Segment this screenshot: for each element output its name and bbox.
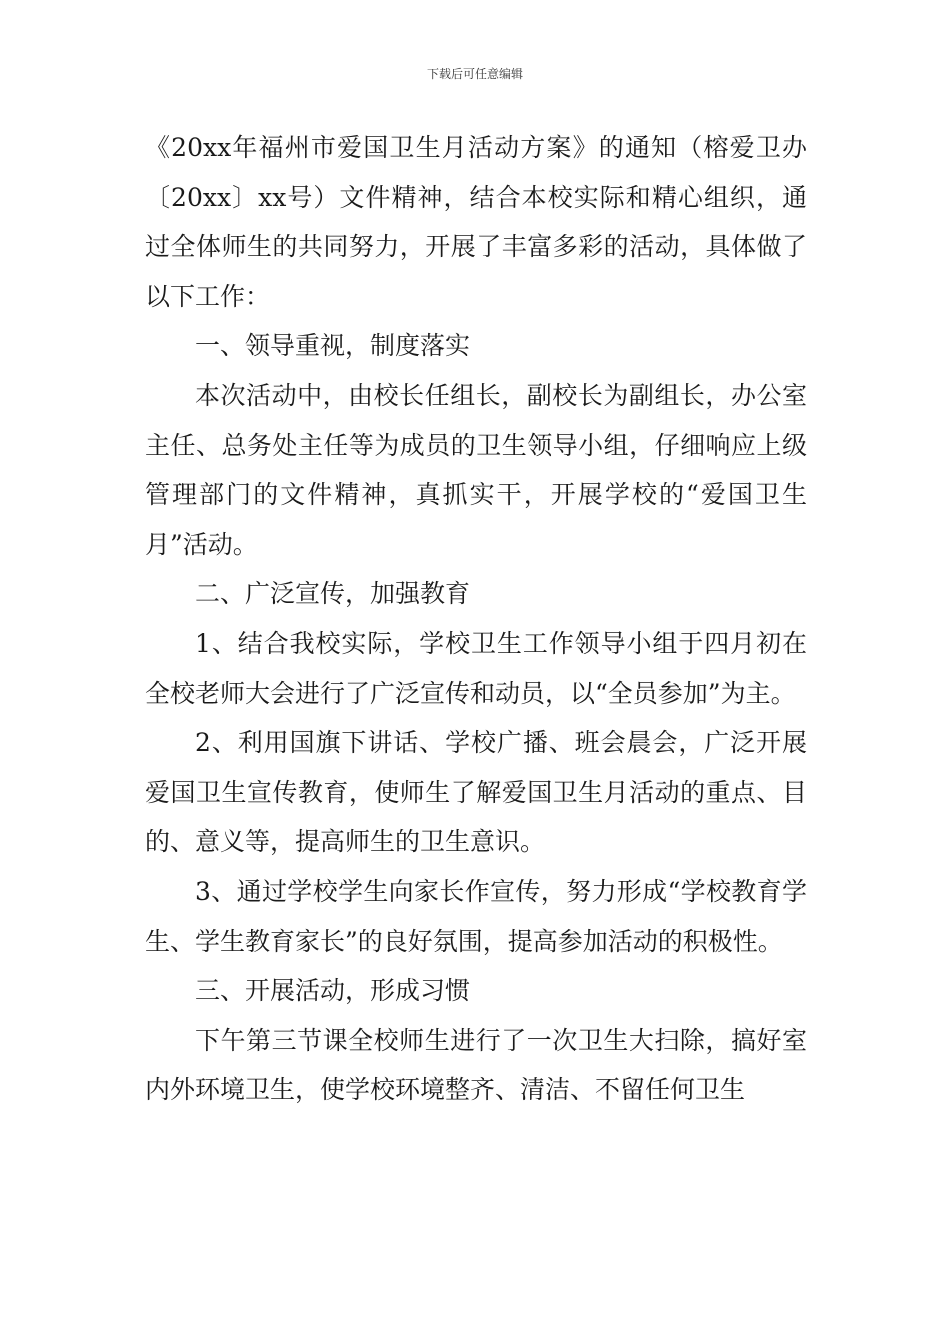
section-heading-1: 一、领导重视，制度落实 bbox=[195, 331, 471, 361]
document-body bbox=[145, 123, 807, 1115]
section-heading-2: 二、广泛宣传，加强教育 bbox=[195, 579, 471, 609]
paragraph-activities: 下午第三节课全校师生进行了一次卫生大扫除，搞好室内外环境卫生，使学校环境整齐、清洁、不留任何卫生 bbox=[145, 1025, 807, 1105]
section-heading-3: 三、开展活动，形成习惯 bbox=[195, 976, 471, 1006]
page-header: 下载后可任意编辑 bbox=[426, 67, 523, 81]
paragraph-leadership: 本次活动中，由校长任组长，副校长为副组长，办公室主任、总务处主任等为成员的卫生领导小组，仔细响应上级管理部门的文件精神，真抓实干，开展学校的“爱国卫生月”活动。 bbox=[145, 380, 807, 559]
paragraph-item-1: 1、结合我校实际，学校卫生工作领导小组于四月初在全校老师大会进行了广泛宣传和动员，以“全员参加”为主。 bbox=[145, 628, 807, 708]
paragraph-intro: 《20xx年福州市爱国卫生月活动方案》的通知（榕爱卫办〔20xx〕xx号）文件精神，结合本校实际和精心组织，通过全体师生的共同努力，开展了丰富多彩的活动，具体做了以下工作： bbox=[145, 133, 807, 311]
paragraph-item-3: 3、通过学校学生向家长作宣传，努力形成“学校教育学生、学生教育家长”的良好氛围，提高参加活动的积极性。 bbox=[145, 876, 807, 956]
paragraph-item-2: 2、利用国旗下讲话、学校广播、班会晨会，广泛开展爱国卫生宣传教育，使师生了解爱国卫生月活动的重点、目的、意义等，提高师生的卫生意识。 bbox=[145, 728, 807, 857]
